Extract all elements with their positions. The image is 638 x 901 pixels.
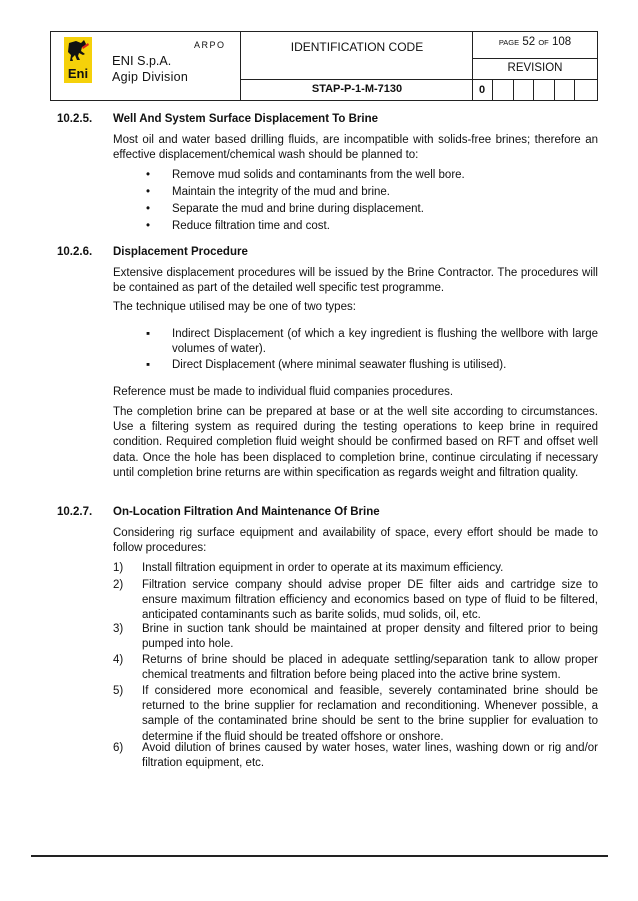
numbered-item xyxy=(113,684,598,745)
section-title: On-Location Filtration And Maintenance Of Brine xyxy=(113,506,380,518)
section-number: 10.2.5. xyxy=(57,113,93,125)
revision-label: REVISION xyxy=(507,62,563,74)
list-item xyxy=(146,169,465,181)
eni-logo-icon xyxy=(64,37,92,83)
section-number: 10.2.7. xyxy=(57,506,93,518)
revision-number: 0 xyxy=(473,80,493,100)
paragraph: Considering rig surface equipment and availability of space, every effort should be made to follow procedures: xyxy=(113,527,598,555)
list-item xyxy=(146,203,424,215)
square-bullet-icon: ▪ xyxy=(146,359,151,371)
paragraph: Extensive displacement procedures will be issued by the Brine Contractor. The procedures will be contained as part of the detailed well specific test programme. xyxy=(113,267,598,295)
numbered-item xyxy=(113,653,598,683)
list-item xyxy=(146,220,330,232)
item-text: Brine in suction tank should be maintained at proper density and filtered prior to being pumped into hole. xyxy=(142,623,598,651)
item-text: Returns of brine should be placed in adequate settling/separation tank to allow proper chemical treatments and filtration before being placed into the active brine system. xyxy=(142,654,598,682)
item-text: Avoid dilution of brines caused by water hoses, water lines, washing down or rig and/or filtration equipment, etc. xyxy=(142,742,598,770)
section-heading xyxy=(57,506,380,518)
paragraph: The completion brine can be prepared at base or at the well site according to circumstances. Use a filtering system as required during the testing operations to keep brine in required condition. Required completion fluid weight should be confirmed based on RFT and offset well data. Once the hole has been displaced to completion brine, continue circulating if necessary until completion brine returns are within specification as regards weight and filtration quality. xyxy=(113,406,598,479)
list-item xyxy=(146,358,598,373)
section-heading xyxy=(57,246,248,258)
document-code: STAP-P-1-M-7130 xyxy=(311,83,403,95)
numbered-item xyxy=(113,622,598,652)
item-text: If considered more economical and feasible, severely contaminated brine should be returned to the brine supplier for reclamation and reconditioning. Whenever possible, a sample of the contaminated brine should be sent to the brine supplier for evaluation to determine if the fluid should be treated offshore or onshore. xyxy=(142,685,598,743)
revision-box xyxy=(575,80,595,100)
list-item-text: Maintain the integrity of the mud and brine. xyxy=(172,186,390,198)
page-cell xyxy=(473,32,597,59)
page-number: 52 xyxy=(522,36,536,48)
list-item-text: Direct Displacement (where minimal seawater flushing is utilised). xyxy=(172,359,507,371)
revision-box xyxy=(555,80,575,100)
revision-box xyxy=(493,80,513,100)
bullet-icon: • xyxy=(146,220,151,232)
paragraph: Most oil and water based drilling fluids, are incompatible with solids-free brines; therefore an effective displacement/chemical wash should be planned to: xyxy=(113,134,598,162)
item-text: Filtration service company should advise proper DE filter aids and cartridge size to ensure maximum filtration efficiency and economics based on type of fluid to be filtered, anticipated contaminants such as barite solids, mud solids, oil, etc. xyxy=(142,579,598,622)
numbered-item xyxy=(113,578,598,624)
list-item-text: Separate the mud and brine during displacement. xyxy=(172,203,424,215)
square-bullet-icon: ▪ xyxy=(146,328,151,340)
arpo-label: ARPO xyxy=(194,40,226,50)
company-name-bold: ENI xyxy=(112,53,134,68)
identification-cell xyxy=(241,32,473,80)
item-number: 4) xyxy=(113,654,124,666)
document-header xyxy=(50,31,598,101)
page-indicator xyxy=(473,36,597,48)
item-number: 5) xyxy=(113,685,124,697)
list-item-text: Indirect Displacement (of which a key ingredient is flushing the wellbore with large volumes of water). xyxy=(172,328,598,356)
bullet-icon: • xyxy=(146,203,151,215)
item-number: 6) xyxy=(113,742,124,754)
section-heading xyxy=(57,113,378,125)
section-title: Displacement Procedure xyxy=(113,246,248,258)
list-item-text: Remove mud solids and contaminants from the well bore. xyxy=(172,169,465,181)
section-number: 10.2.6. xyxy=(57,246,93,258)
numbered-item xyxy=(113,741,598,771)
paragraph: Reference must be made to individual fluid companies procedures. xyxy=(113,386,454,398)
logo-wordmark: Eni xyxy=(67,66,89,81)
bullet-icon: • xyxy=(146,169,151,181)
footer-divider xyxy=(31,855,608,857)
division-name: Agip Division xyxy=(112,70,189,84)
list-item-text: Reduce filtration time and cost. xyxy=(172,220,330,232)
list-item xyxy=(146,327,598,357)
identification-code-label: IDENTIFICATION CODE xyxy=(290,40,424,54)
revision-cell xyxy=(473,59,597,80)
company-block xyxy=(51,32,241,100)
revision-box xyxy=(534,80,554,100)
item-number: 1) xyxy=(113,562,124,574)
page-total: 108 xyxy=(551,36,572,48)
list-item xyxy=(146,186,390,198)
bullet-icon: • xyxy=(146,186,151,198)
section-title: Well And System Surface Displacement To Brine xyxy=(113,113,378,125)
company-name-rest: S.p.A. xyxy=(133,54,172,68)
code-cell xyxy=(241,80,473,100)
revision-boxes xyxy=(473,80,597,100)
item-text: Install filtration equipment in order to operate at its maximum efficiency. xyxy=(142,562,504,574)
page-of: OF xyxy=(538,38,549,47)
item-number: 3) xyxy=(113,623,124,635)
page-prefix: PAGE xyxy=(498,38,520,47)
numbered-item xyxy=(113,561,598,576)
item-number: 2) xyxy=(113,579,124,591)
revision-box xyxy=(514,80,534,100)
company-name xyxy=(112,53,171,68)
paragraph: The technique utilised may be one of two types: xyxy=(113,301,356,313)
